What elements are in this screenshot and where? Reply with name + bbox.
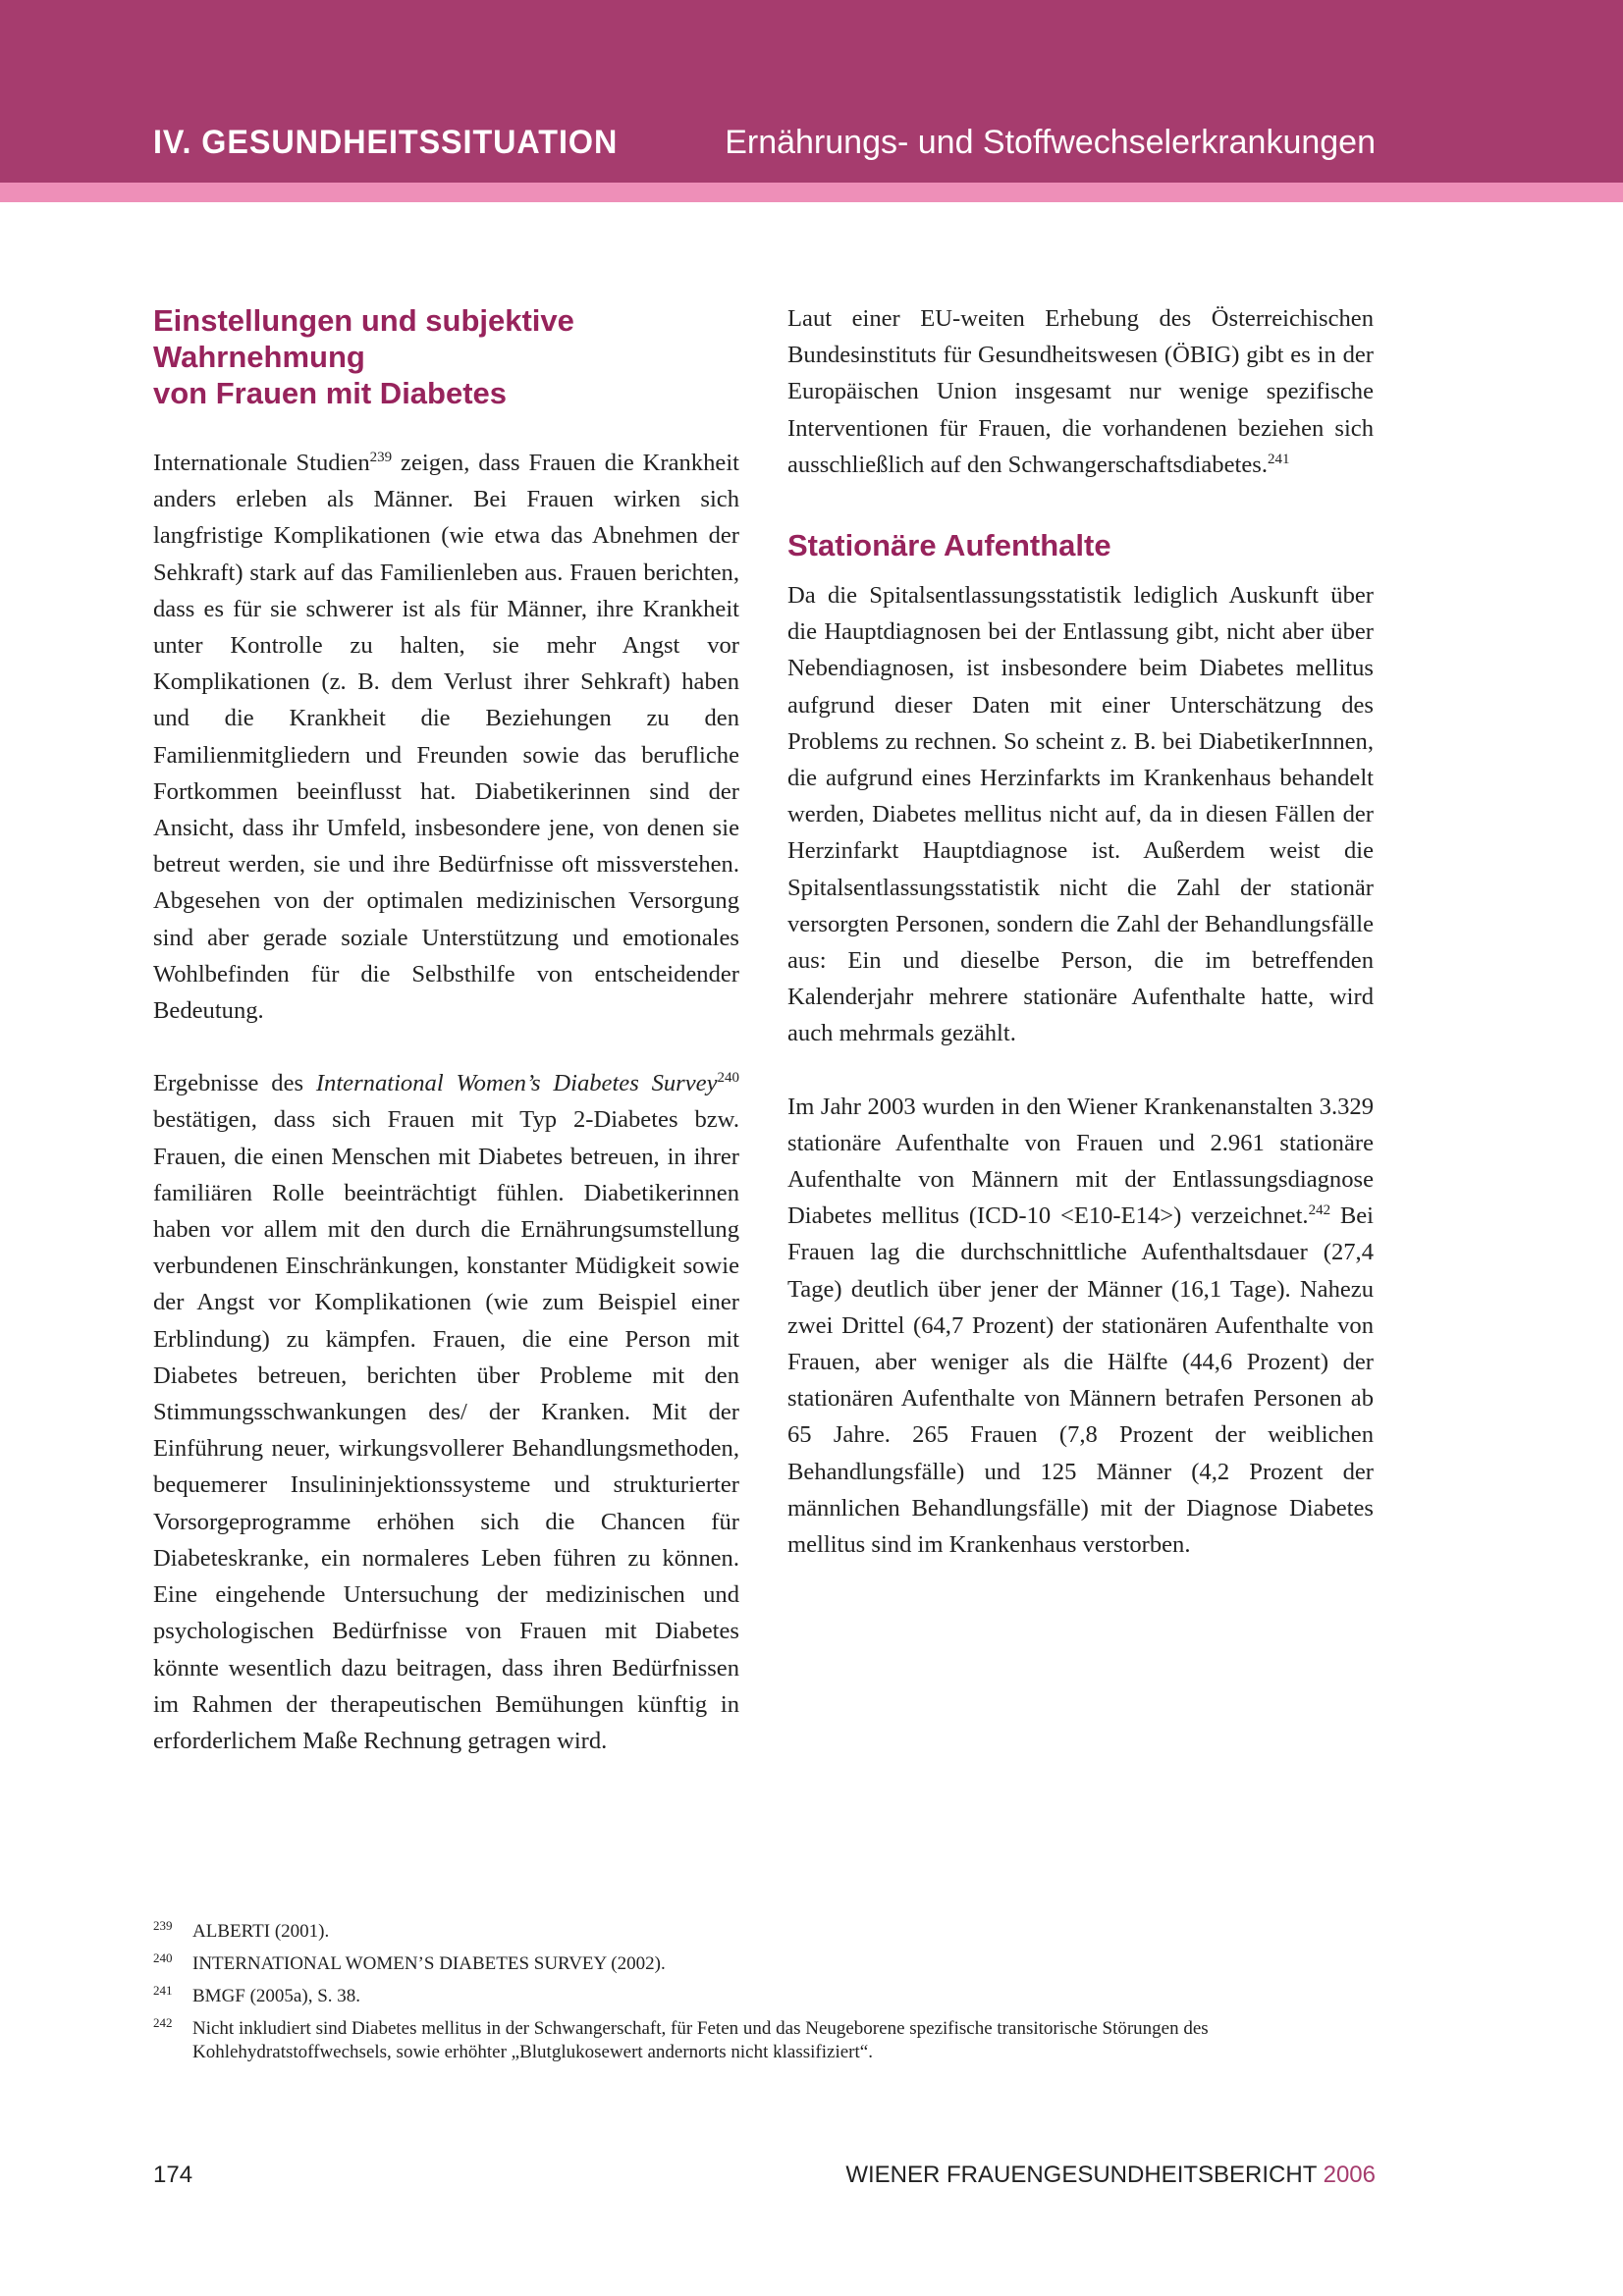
section-title: IV. GESUNDHEITSSITUATION <box>153 124 619 161</box>
footnote-text: ALBERTI (2001). <box>192 1921 330 1942</box>
footnote-number: 242 <box>153 2015 173 2030</box>
left-column <box>153 300 739 1759</box>
footnote-number: 240 <box>153 1950 173 1965</box>
footnotes <box>153 1920 1376 2073</box>
paragraph-text: Bei Frauen lag die durchschnittliche Aufenthaltsdauer (27,4 Tage) deutlich über jener der Männer (16,1 Tage). Nahezu zwei Drittel (64,7 Prozent) der stationären Aufenthalte von Frauen, aber weniger als die Hälfte (44,6 Prozent) der stationären Aufenthalte von Männern betrafen Personen ab 65 Jahre. 265 Frauen (7,8 Prozent der weiblichen Behandlungsfälle) und 125 Männer (4,2 Prozent der männlichen Behandlungsfälle) mit der Diagnose Diabetes mellitus sind im Krankenhaus verstorben. <box>787 1202 1374 1559</box>
section-heading-einstellungen <box>153 302 739 411</box>
right-column <box>787 300 1374 1563</box>
footnote-text: Nicht inkludiert sind Diabetes mellitus in der Schwangerschaft, für Feten und das Neugeborene spezifische transitorische Störungen des Kohlehydratstoffwechsels, sowie erhöhter „Blutglukosewert andernorts nicht klassifiziert“. <box>192 2018 1209 2062</box>
footnote-number: 239 <box>153 1918 173 1933</box>
paragraph-text: Internationale Studien <box>153 450 370 476</box>
paragraph-text: bestätigen, dass sich Frauen mit Typ 2-Diabetes bzw. Frauen, die einen Menschen mit Diabetes betreuen, in ihrer familiären Rolle beeinträchtigt fühlen. Diabetikerinnen haben vor allem mit den durch die Ernährungsumstellung verbundenen Einschränkungen, konstanter Müdigkeit sowie der Angst vor Komplikationen (wie zum Beispiel einer Erblindung) zu kämpfen. Frauen, die eine Person mit Diabetes betreuen, berichten über Probleme mit den Stimmungsschwankungen des/ der Kranken. Mit der Einführung neuer, wirkungsvollerer Behandlungsmethoden, bequemerer Insulininjektionssysteme und strukturierter Vorsorgeprogramme erhöhen sich die Chancen für Diabeteskranke, ein normaleres Leben führen zu können. Eine eingehende Untersuchung der medizinischen und psychologischen Bedürfnisse von Frauen mit Diabetes könnte wesentlich dazu beitragen, dass ihren Bedürfnissen im Rahmen der therapeutischen Bemühungen künftig in erforderlichem Maße Rechnung getragen wird. <box>153 1106 739 1754</box>
report-year: 2006 <box>1323 2162 1376 2188</box>
paragraph-text: Ergebnisse des <box>153 1070 316 1097</box>
heading-line: Einstellungen und subjektive Wahrnehmung <box>153 303 574 374</box>
paragraph-text: Im Jahr 2003 wurden in den Wiener Krankenanstalten 3.329 stationäre Aufenthalte von Frauen und 2.961 stationäre Aufenthalte von Männern mit der Entlassungsdiagnose Diabetes mellitus (ICD-10 <E10-E14>) verzeichnet. <box>787 1093 1374 1230</box>
paragraph <box>153 1065 739 1759</box>
footnote-text: INTERNATIONAL WOMEN’S DIABETES SURVEY (2002). <box>192 1953 666 1974</box>
paragraph <box>787 1089 1374 1564</box>
footnote-ref: 240 <box>717 1070 739 1087</box>
report-title-text: WIENER FRAUENGESUNDHEITSBERICHT <box>845 2162 1317 2188</box>
footnote <box>153 1985 1376 2008</box>
header-stripe <box>0 183 1623 202</box>
footnote-text: BMGF (2005a), S. 38. <box>192 1986 361 2006</box>
footnote <box>153 2017 1376 2064</box>
paragraph <box>787 300 1374 483</box>
report-title <box>845 2162 1376 2189</box>
paragraph-text: zeigen, dass Frauen die Krankheit anders erleben als Männer. Bei Frauen wirken sich langfristige Komplikationen (wie etwa das Abnehmen der Sehkraft) stark auf das Familienleben aus. Frauen berichten, dass es für sie schwerer ist als für Männer, ihre Krankheit unter Kontrolle zu halten, sie mehr Angst vor Komplikationen (z. B. dem Verlust ihrer Sehkraft) haben und die Krankheit die Beziehungen zu den Familienmitgliedern und Freunden sowie das berufliche Fortkommen beeinflusst hat. Diabetikerinnen sind der Ansicht, dass ihr Umfeld, insbesondere jene, von denen sie betreut werden, sie und ihre Bedürfnisse oft missverstehen. Abgesehen von der optimalen medizinischen Versorgung sind aber gerade soziale Unterstützung und emotionales Wohlbefinden für die Selbsthilfe von entscheidender Bedeutung. <box>153 450 739 1025</box>
paragraph: Da die Spitalsentlassungsstatistik lediglich Auskunft über die Hauptdiagnosen bei der Entlassung gibt, nicht aber über Nebendiagnosen, ist insbesondere beim Diabetes mellitus aufgrund dieser Daten mit einer Unterschätzung des Problems zu rechnen. So scheint z. B. bei DiabetikerInnnen, die aufgrund eines Herzinfarkts im Krankenhaus behandelt werden, Diabetes mellitus nicht auf, da in diesen Fällen der Herzinfarkt Hauptdiagnose ist. Außerdem weist die Spitalsentlassungsstatistik nicht die Zahl der stationär versorgten Personen, sondern die Zahl der Behandlungsfälle aus: Ein und dieselbe Person, die im betreffenden Kalenderjahr mehrere stationäre Aufenthalte hatte, wird auch mehrmals gezählt. <box>787 582 1374 1047</box>
footnote-number: 241 <box>153 1983 173 1998</box>
footnote-ref: 242 <box>1308 1202 1331 1219</box>
paragraph-text: Laut einer EU-weiten Erhebung des Österreichischen Bundesinstituts für Gesundheitswesen (ÖBIG) gibt es in der Europäischen Union insgesamt nur wenige spezifische Interventionen für Frauen, die vorhandenen beziehen sich ausschließlich auf den Schwangerschaftsdiabetes. <box>787 305 1374 478</box>
section-heading-stationaere-aufenthalte: Stationäre Aufenthalte <box>787 528 1111 563</box>
footnote <box>153 1920 1376 1944</box>
heading-line: von Frauen mit Diabetes <box>153 376 508 410</box>
chapter-topic: Ernährungs- und Stoffwechselerkrankungen <box>725 124 1376 161</box>
footnote-ref: 241 <box>1267 451 1290 467</box>
page-number: 174 <box>153 2162 193 2188</box>
footnote <box>153 1952 1376 1976</box>
footnote-ref: 239 <box>369 450 393 465</box>
paragraph <box>153 445 739 1029</box>
survey-title: International Women’s Diabetes Survey <box>315 1070 718 1097</box>
